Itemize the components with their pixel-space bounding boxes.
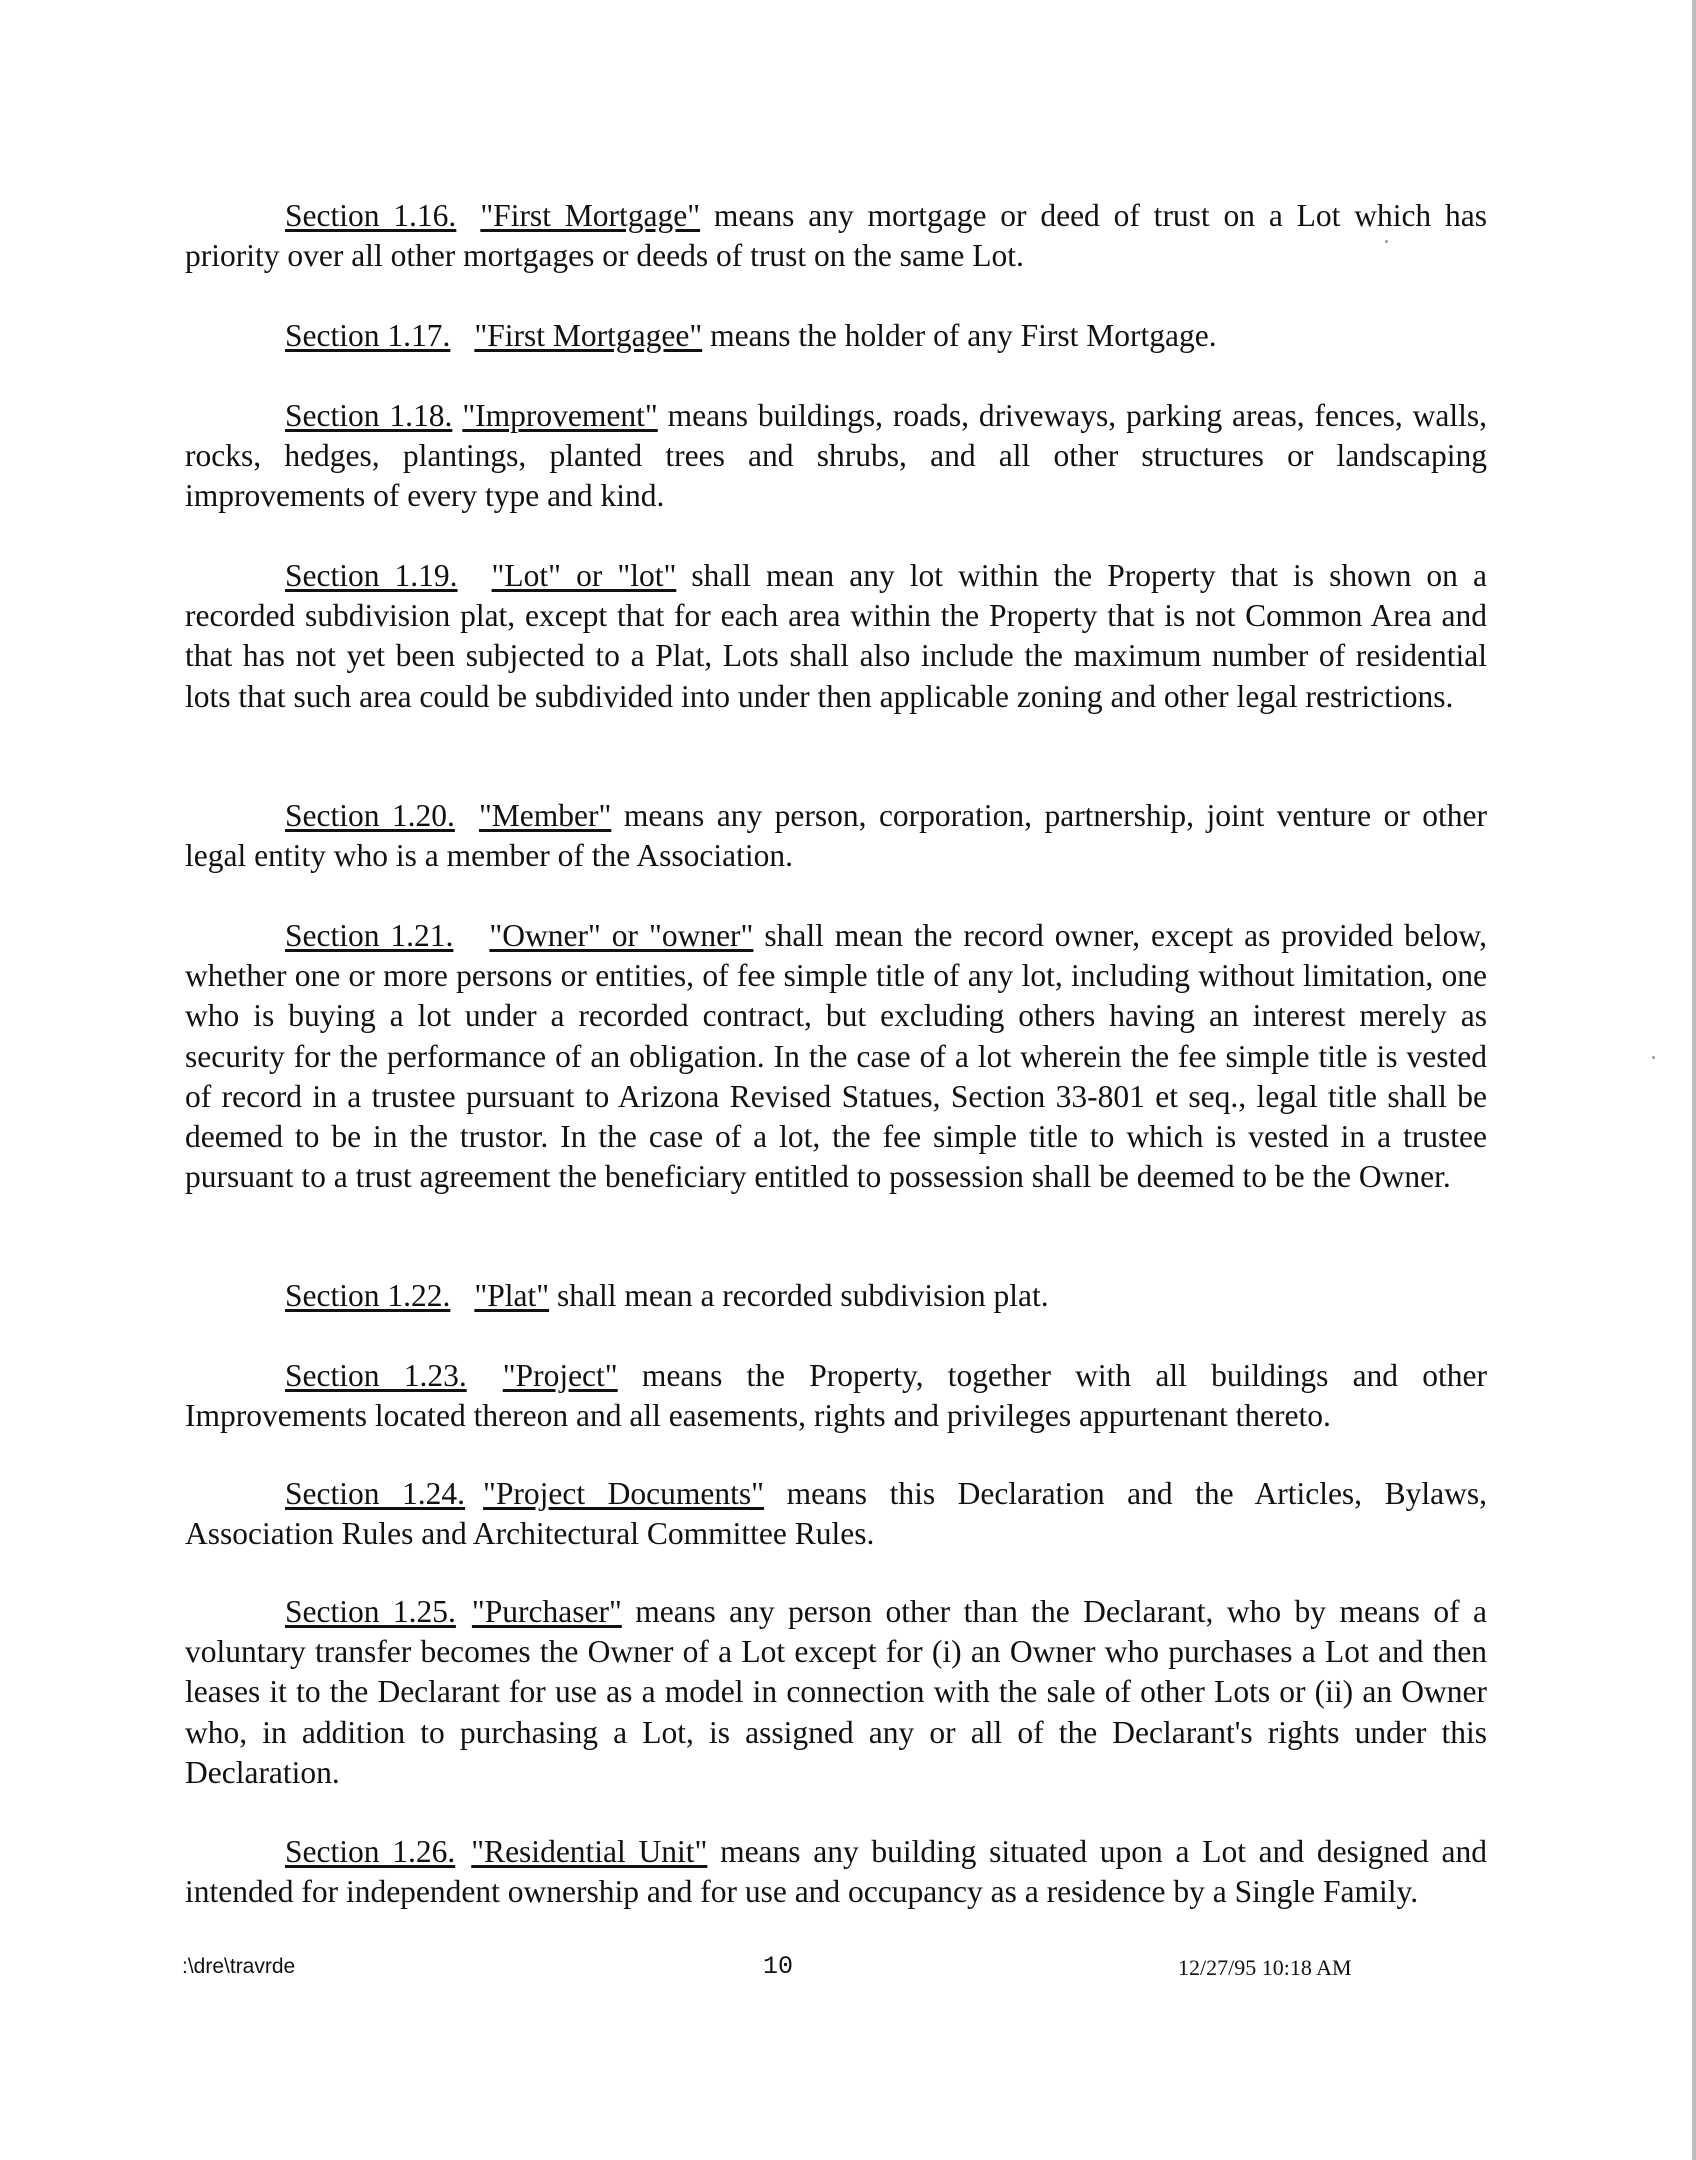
section-1-26 xyxy=(185,1832,1487,1912)
defined-term: "Project" xyxy=(502,1358,618,1393)
section-number: Section 1.23. xyxy=(285,1358,467,1393)
section-number: Section 1.18. xyxy=(285,398,453,433)
section-number: Section 1.22. xyxy=(285,1278,451,1313)
scan-speck xyxy=(1652,1056,1655,1059)
section-1-17 xyxy=(185,316,1487,356)
defined-term: "Owner" or "owner" xyxy=(489,918,754,953)
page-edge xyxy=(1692,0,1696,2160)
section-1-16 xyxy=(185,196,1487,276)
section-text: shall mean the record owner, except as provided below, whether one or more persons or entities, of fee simple title of any lot, including without limitation, one who is buying a lot under a recorded contract, but excluding others having an interest merely as security for the performance of an obligation. In the case of a lot wherein the fee simple title is vested of record in a trustee pursuant to Arizona Revised Statues, Section 33-801 et seq., legal title shall be deemed to be in the trustor. In the case of a lot, the fee simple title to which is vested in a trustee pursuant to a trust agreement the beneficiary entitled to possession shall be deemed to be the Owner. xyxy=(185,918,1487,1195)
section-number: Section 1.25. xyxy=(285,1594,456,1629)
section-text: means buildings, roads, driveways, parking areas, fences, walls, rocks, hedges, plantings, planted trees and shrubs, and all other structures or landscaping improvements of every type and kind. xyxy=(185,398,1487,514)
section-text: shall mean any lot within the Property that is shown on a recorded subdivision plat, except that for each area within the Property that is not Common Area and that has not yet been subjected to a Plat, Lots shall also include the maximum number of residential lots that such area could be subdivided into under then applicable zoning and other legal restrictions. xyxy=(185,558,1487,714)
section-text: means any person, corporation, partnership, joint venture or other legal entity who is a member of the Association. xyxy=(185,798,1487,874)
defined-term: "Residential Unit" xyxy=(471,1834,708,1869)
section-1-20 xyxy=(185,796,1487,876)
section-number: Section 1.20. xyxy=(285,798,455,833)
defined-term: "Member" xyxy=(478,798,612,833)
defined-term: "Project Documents" xyxy=(483,1476,765,1511)
defined-term: "Purchaser" xyxy=(471,1594,622,1629)
defined-term: "Improvement" xyxy=(462,398,658,433)
scan-speck xyxy=(1385,240,1388,243)
defined-term: "First Mortgagee" xyxy=(474,318,703,353)
section-text: means any mortgage or deed of trust on a Lot which has priority over all other mortgages or deeds of trust on the same Lot. xyxy=(185,198,1487,274)
section-text: shall mean a recorded subdivision plat. xyxy=(549,1278,1049,1313)
defined-term: "Plat" xyxy=(474,1278,550,1313)
section-text: means this Declaration and the Articles, Bylaws, Association Rules and Architectural Committee Rules. xyxy=(185,1476,1487,1552)
footer-datetime: 12/27/95 10:18 AM xyxy=(1178,1955,1352,1980)
section-number: Section 1.17. xyxy=(285,318,451,353)
section-number: Section 1.24. xyxy=(285,1476,466,1511)
section-text: means any person other than the Declarant, who by means of a voluntary transfer becomes the Owner of a Lot except for (i) an Owner who purchases a Lot and then leases it to the Declarant for use as a model in connection with the sale of other Lots or (ii) an Owner who, in addition to purchasing a Lot, is assigned any or all of the Declarant's rights under this Declaration. xyxy=(185,1594,1487,1790)
section-1-19 xyxy=(185,556,1487,717)
section-1-18 xyxy=(185,396,1487,517)
section-number: Section 1.16. xyxy=(285,198,457,233)
section-number: Section 1.19. xyxy=(285,558,458,593)
section-number: Section 1.21. xyxy=(285,918,454,953)
section-1-22 xyxy=(185,1276,1487,1316)
defined-term: "Lot" or "lot" xyxy=(491,558,677,593)
section-text: means any building situated upon a Lot and designed and intended for independent ownership and for use and occupancy as a residence by a Single Family. xyxy=(185,1834,1487,1910)
footer-page-number: 10 xyxy=(763,1952,794,1981)
footer-file-path: :\dre\travrde xyxy=(182,1955,296,1978)
section-text: means the Property, together with all buildings and other Improvements located thereon and all easements, rights and privileges appurtenant thereto. xyxy=(185,1358,1487,1434)
section-1-24 xyxy=(185,1474,1487,1554)
section-1-23 xyxy=(185,1356,1487,1436)
section-1-25 xyxy=(185,1592,1487,1793)
section-1-21 xyxy=(185,916,1487,1197)
section-number: Section 1.26. xyxy=(285,1834,456,1869)
defined-term: "First Mortgage" xyxy=(480,198,701,233)
section-text: means the holder of any First Mortgage. xyxy=(702,318,1217,353)
